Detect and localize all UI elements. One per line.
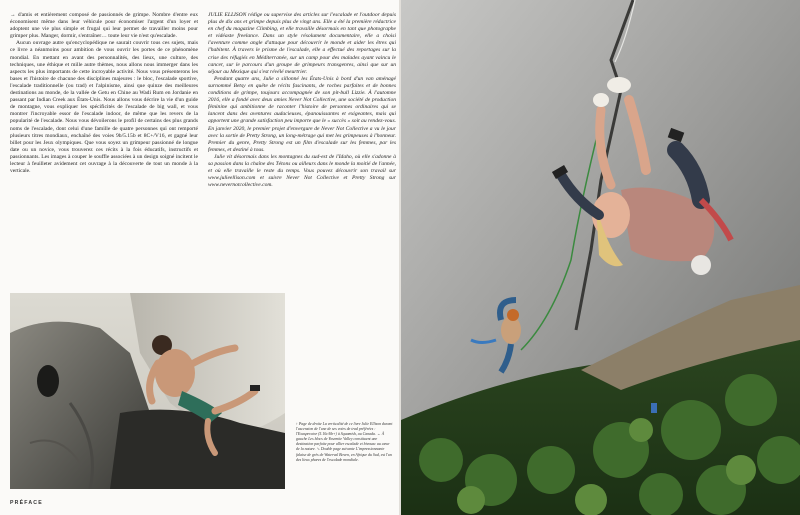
paragraph: Aucun ouvrage autre qu'encyclopédique ne saurait couvrir tous ces sujets, mais ce livre a néanmoins pour ambition de vous ouvrir les portes de ce phénomène mondial. En mettant en avant des personnalités, des lieux, une culture, des techniques, une éthique et mille autre thèmes, nous allons nous immerger dans les aspects les plus importants de cette incroyable activité. Nous vous présenterons les bases et l'histoire de chacune des disciplines majeures : le bloc, l'escalade sportive, l'escalade traditionnelle (ou trad) et l'alpinisme, ainsi que quinze des meilleures destinations au monde, de la vallée de Getu en Chine au Wadi Rum en Jordanie en passant par Indian Creek aux États-Unis. Nous allons vous décrire la vie d'un guide de montagne, vous expliquer les spécificités de l'escalade de big wall, et vous montrer l'incroyable essor de l'escalade indoor, de même que les revers de la popularité de l'escalade. Nous vous dévoilerons le profil de certains des plus grands noms de l'escalade, dont celui d'une famille de quatre personnes qui ont remporté plusieurs titres mondiaux, enchaîné des voies 9b/5.15b et 8C+/V16, et gagné leur billet pour les Jeux olympiques. Que vous soyez un grimpeur passionné de longue date ou un novice, vous trouverez ces récits à la fois éducatifs, instructifs et passionnants. Les images à couper le souffle associées à un design soigné incitent le lecteur à feuilleter avidement cet ouvrage à la découverte de tout un monde à la verticale. bbox=[10, 40, 198, 175]
paragraph: Julie vit désormais dans les montagnes du sud-est de l'Idaho, où elle s'adonne à sa passion dans la chaîne des Tétons ou ailleurs dans le monde la moitié de l'année, et où elle travaille le reste du temps. Vous pouvez découvrir son travail sur www.julieellison.com et suivre Never Not Collective et Pretty Strong sur www.nevernotcollective.com. bbox=[208, 153, 396, 189]
boulder-climber-illustration bbox=[10, 293, 285, 489]
author-bio-paragraph: JULIE ELLISON rédige ou supervise des articles sur l'escalade et l'outdoor depuis plus de dix ans et grimpe depuis plus de vingt ans. Elle a été la première rédactrice en chef du magazine Climbing, et elle travaille désormais en tant que photographe et vidéaste freelance. Dans un style résolument documentaire, elle a choisi l'aventure comme angle d'attaque pour découvrir le monde et aider les êtres qui l'habitent. À travers le prisme de l'escalade, elle a effectué des reportages sur la crise des réfugiés en Méditerranée, sur un camp pour des malades ayant vaincu le cancer, sur le parcours d'un groupe de grimpeurs transgenres, ainsi que sur un séjour au Mexique qui s'est révélé meurtrier. bbox=[208, 12, 396, 75]
crack-climber-illustration bbox=[401, 0, 800, 515]
paragraph: → d'amis et entièrement composé de passionnés de grimpe. Nombre d'entre eux économisent même dans leur véhicule pour économiser l'argent d'un loyer et adoptent une vie plus simple et frugal qui leur permet de travailler moins pour grimper plus. Manger, dormir, s'entraîner… toute leur vie n'est qu'escalade. bbox=[10, 12, 198, 40]
crack-climber-photo bbox=[401, 0, 800, 515]
paragraph: Pendant quatre ans, Julie a sillonné les États-Unis à bord d'un van aménagé surnommé Betsy en quête de récits fascinants, de roches parfaites et de bonnes conditions de grimpe, toujours accompagnée de son pit-bull Lizzie. À l'automne 2016, elle a fondé avec deux amies Never Not Collective, une société de production féminine qui ambitionne de raconter l'histoire de personnes ordinaires qui se lancent dans des aventures audacieuses, épanouissantes et exigeantes, mais qui apportent une grande satisfaction peu importe que le « succès » soit au rendez-vous. En janvier 2020, le premier projet d'envergure de Never Not Collective a vu le jour avec la sortie de Pretty Strong, un long-métrage qui met les grimpeuses à l'honneur. Premier du genre, Pretty Strong est un film d'escalade sur les femmes, par les femmes, et destiné à tous. bbox=[208, 75, 396, 153]
text-column-2 bbox=[208, 12, 396, 189]
boulder-climber-photo bbox=[10, 293, 285, 489]
page-folio: PRÉFACE bbox=[10, 500, 43, 506]
text-column-1 bbox=[10, 12, 198, 175]
photo-caption: ↑ Page de droite La verticalité de ce livre Julie Ellison durant l'ascension de l'une de ses voies de trad préférées : l'Exasperator (5.10c/6b+) à Squamish, au Canada. ← À gauche Les blocs de Yosemite Valley constituent une destination parfaite pour allier escalade et bivouac au cœur de la nature. ↘ Double page suivante L'impressionnante falaise de grès de Waterval Boven, en Afrique du Sud, est l'un des lieux phares de l'escalade mondiale. bbox=[296, 422, 393, 462]
